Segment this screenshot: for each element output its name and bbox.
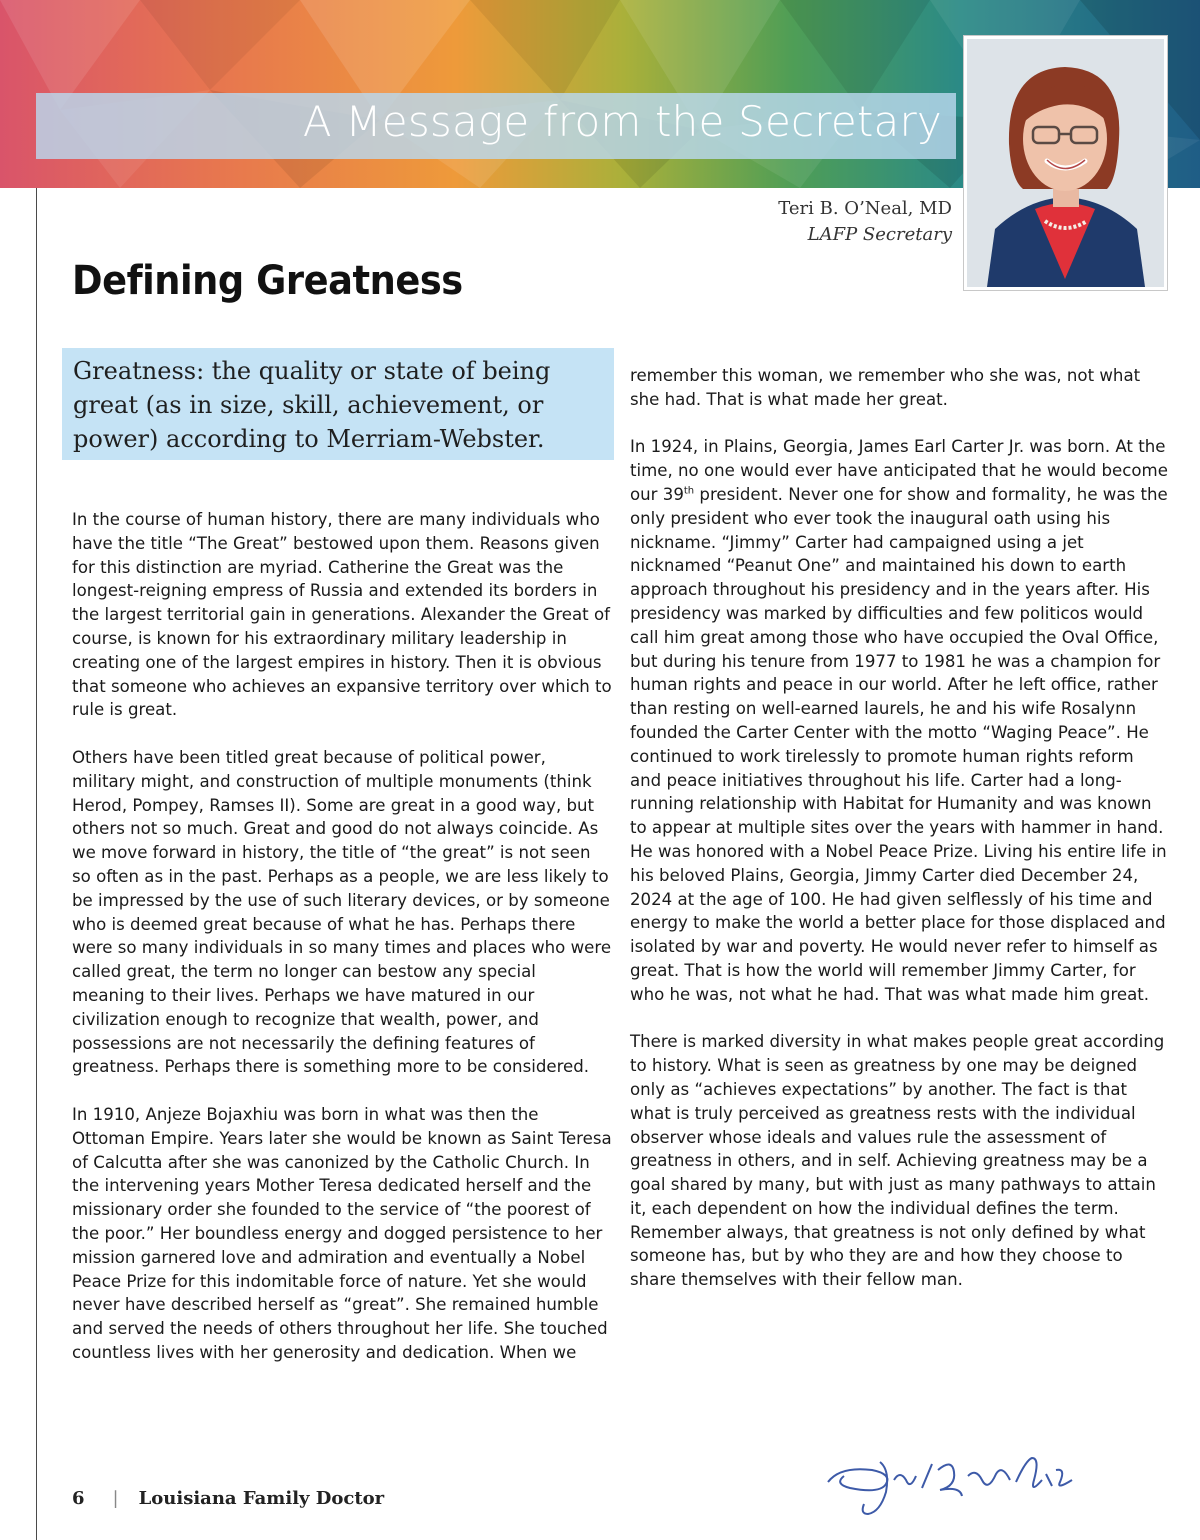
author-role: LAFP Secretary [807, 224, 952, 245]
paragraph: There is marked diversity in what makes people great according to history. What is seen as greatness by one may be deigned only as “achieves expectations” by another. The fact is that what is truly perceived as greatness rests with the individual observer whose ideals and values rule the assessment of greatness in others, and in self. Achieving greatness may be a goal shared by many, but with just as many pathways to attain it, each dependent on how the individual defines the term. Remember always, that greatness is not only defined by what someone has, but by who they are and how they choose to share themselves with their fellow man. [630, 1032, 1165, 1290]
page-title: A Message from the Secretary [302, 97, 942, 146]
carter-text-start: In 1924, in Plains, Georgia, James Earl Carter Jr. was born. At the time, no one would ever have anticipated that he would become our 39 [630, 437, 1168, 504]
author-photo [964, 36, 1167, 290]
page-footer [72, 1488, 384, 1509]
footer-separator: | [112, 1488, 119, 1509]
author-byline [778, 196, 952, 248]
portrait-illustration [967, 39, 1164, 287]
page-number: 6 [72, 1488, 85, 1509]
left-column [72, 508, 612, 1388]
carter-text-end: president. Never one for show and formality, he was the only president who ever took the inaugural oath using his nickname. “Jimmy” Carter had campaigned using a jet nicknamed “Peanut One” and maintained his down to earth approach throughout his presidency and in the years after. His presidency was marked by difficulties and few politicos would call him great among those who have occupied the Oval Office, but during his tenure from 1977 to 1981 he was a champion for human rights and peace in our world. After he left office, rather than resting on well-earned laurels, he and his wife Rosalynn founded the Carter Center with the motto “Waging Peace”. He continued to work tirelessly to promote human rights reform and peace initiatives throughout his life. Carter had a long-running relationship with Habitat for Humanity and was known to appear at multiple sites over the years with hammer in hand. He was honored with a Nobel Peace Prize. Living his entire life in his beloved Plains, Georgia, Jimmy Carter died December 24, 2024 at the age of 100. He had given selflessly of his time and energy to make the world a better place for those displaced and isolated by war and poverty. He would never refer to himself as great. That is how the world will remember Jimmy Carter, for who he was, not what he had. That was what made him great. [630, 484, 1168, 1004]
paragraph: remember this woman, we remember who she was, not what she had. That is what made her great. [630, 366, 1141, 409]
article-headline: Defining Greatness [72, 258, 463, 304]
paragraph-carter [630, 435, 1170, 1006]
paragraph: Others have been titled great because of political power, military might, and construction of multiple monuments (think Herod, Pompey, Ramses II). Some are great in a good way, but others not so much. Great and good do not always coincide. As we move forward in history, the title of “the great” is not seen so often as in the past. Perhaps as a people, we are less likely to be impressed by the use of such literary devices, or by someone who is deemed great because of what he has. Perhaps there were so many individuals in so many times and places who were called great, the term no longer can bestow any special meaning to their lives. Perhaps we have matured in our civilization enough to recognize that wealth, power, and possessions are not necessarily the defining features of greatness. Perhaps there is something more to be considered. [72, 747, 612, 1077]
ordinal-suffix: th [683, 485, 695, 497]
publication-name: Louisiana Family Doctor [138, 1488, 385, 1509]
paragraph: In the course of human history, there are many individuals who have the title “The Great” bestowed upon them. Reasons given for this distinction are myriad. Catherine the Great was the longest-reigning empress of Russia and extended its borders in the largest territorial gain in generations. Alexander the Great of course, is known for his extraordinary military leadership in creating one of the largest empires in history. Then it is obvious that someone who achieves an expansive territory over which to rule is great. [72, 510, 612, 720]
definition-callout: Greatness: the quality or state of being great (as in size, skill, achievement, or power) according to Merriam-Webster. [62, 348, 614, 460]
signature-icon [820, 1440, 1090, 1520]
right-column [630, 364, 1170, 1316]
author-name: Teri B. O’Neal, MD [778, 198, 952, 219]
paragraph: In 1910, Anjeze Bojaxhiu was born in what was then the Ottoman Empire. Years later she would be known as Saint Teresa of Calcutta after she was canonized by the Catholic Church. In the intervening years Mother Teresa dedicated herself and the missionary order she founded to the service of “the poorest of the poor.” Her boundless energy and dogged persistence to her mission garnered love and admiration and eventually a Nobel Peace Prize for this indomitable force of nature. Yet she would never have described herself as “great”. She remained humble and served the needs of others throughout her life. She touched countless lives with her generosity and dedication. When we [72, 1104, 612, 1362]
title-bar [36, 93, 956, 159]
left-border-rule [36, 188, 37, 1540]
